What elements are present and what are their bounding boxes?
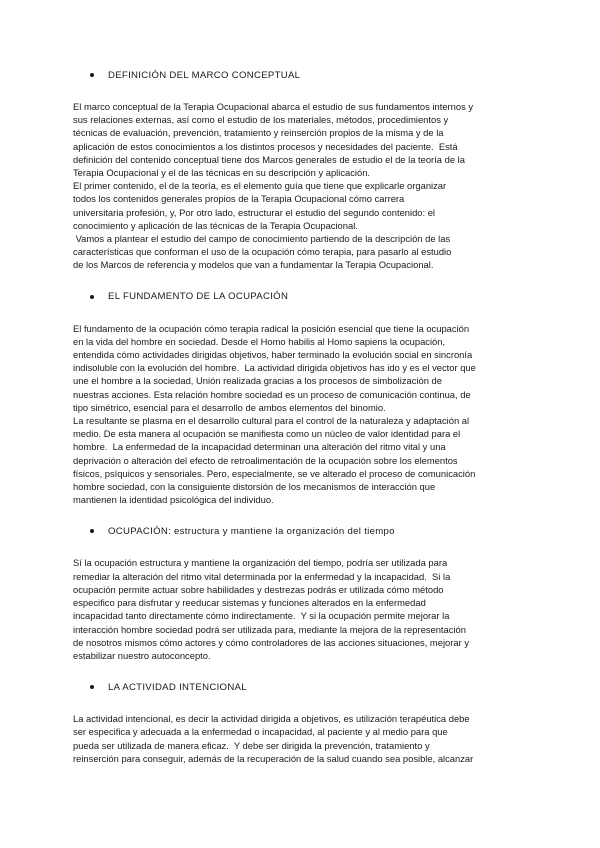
text-line: nuestras acciones. Esta relación hombre sociedad es un proceso de comunicación continua, de bbox=[73, 388, 471, 400]
heading-text: LA ACTIVIDAD INTENCIONAL bbox=[108, 681, 247, 693]
paragraph bbox=[73, 322, 530, 507]
text-line: indisoluble con la evolución del hombre. La actividad dirigida objetivos has ido y es el vector que bbox=[73, 362, 476, 374]
paragraph bbox=[73, 712, 530, 765]
text-line: mantienen la identidad psicológica del individuo. bbox=[73, 494, 274, 506]
section-ocupacion-tiempo bbox=[73, 524, 530, 662]
heading-text: EL FUNDAMENTO DE LA OCUPACIÓN bbox=[108, 291, 289, 303]
text-line: incapacidad tanto directamente cómo indirectamente. Y si la ocupación permite mejorar la bbox=[73, 610, 450, 622]
text-line: conocimiento y aplicación de las técnicas de la Terapia Ocupacional. bbox=[73, 219, 358, 231]
text-line: hombre. La enfermedad de la incapacidad determinan una alteración del ritmo vital y una bbox=[73, 441, 446, 453]
text-line: remediar la alteración del ritmo vital determinada por la enfermedad y la incapacidad. Si la bbox=[73, 570, 451, 582]
text-line: hombre sociedad, con la consiguiente distorsión de los mecanismos de interacción que bbox=[73, 481, 436, 493]
text-line: La resultante se plasma en el desarrollo cultural para el control de la naturaleza y adaptación al bbox=[73, 415, 470, 427]
text-line: aplicación de estos conocimientos a los distintos procesos y necesidades del paciente. Está bbox=[73, 140, 458, 152]
text-line: une el hombre a la sociedad, Unión realizada gracias a los procesos de simbolización de bbox=[73, 375, 442, 387]
bullet-icon bbox=[90, 295, 94, 299]
section-heading bbox=[90, 68, 530, 82]
text-line: Sí la ocupación estructura y mantiene la organización del tiempo, podría ser utilizada para bbox=[73, 557, 448, 569]
text-line: reinserción para conseguir, además de la recuperación de la salud cuando sea posible, alcanzar bbox=[73, 752, 474, 764]
paragraph bbox=[73, 100, 530, 272]
text-line: técnicas de evaluación, prevención, tratamiento y reinserción propios de la misma y de la bbox=[73, 127, 444, 139]
text-line: físicos, psíquicos y sensoriales. Pero, especialmente, se ve alterado el proceso de comunicación bbox=[73, 467, 476, 479]
section-marco-conceptual bbox=[73, 68, 530, 272]
bullet-icon bbox=[90, 685, 94, 689]
text-line: entendida cómo actividades dirigidas objetivos, haber terminado la evolución social en sincronía bbox=[73, 349, 473, 361]
section-heading bbox=[90, 524, 530, 538]
text-line: La actividad intencional, es decir la actividad dirigida a objetivos, es utilización terapéutica debe bbox=[73, 713, 470, 725]
text-line: en la vida del hombre en sociedad. Desde el Homo habilis al Homo sapiens la ocupación, bbox=[73, 335, 446, 347]
text-line: universitaria profesión, y, Por otro lado, estructurar el estudio del segundo contenido: el bbox=[73, 206, 436, 218]
text-line: especifico para disfrutar y reeducar sistemas y funciones alterados en la enfermedad bbox=[73, 597, 426, 609]
text-line: Terapia Ocupacional y el de las técnicas en su descripción y aplicación. bbox=[73, 167, 371, 179]
text-line: El primer contenido, el de la teoría, es el elemento guía que tiene que explicarle organizar bbox=[73, 180, 447, 192]
paragraph bbox=[73, 556, 530, 662]
text-line: características que conforman el uso de la ocupación cómo terapia, para pasarlo al estudio bbox=[73, 246, 452, 258]
text-line: El fundamento de la ocupación cómo terapia radical la posición esencial que tiene la ocupación bbox=[73, 322, 470, 334]
text-line: sus relaciones externas, así como el estudio de los materiales, métodos, procedimientos y bbox=[73, 114, 449, 126]
section-heading bbox=[90, 290, 530, 304]
bullet-icon bbox=[90, 529, 94, 533]
text-line: El marco conceptual de la Terapia Ocupacional abarca el estudio de sus fundamentos internos y bbox=[73, 101, 474, 112]
text-line: ocupación permite actuar sobre habilidades y destrezas podrás er utilizada cómo método bbox=[73, 583, 444, 595]
text-line: estabilizar nuestro autoconcepto. bbox=[73, 649, 211, 661]
text-line: pueda ser utilizada de manera eficaz. Y debe ser dirigida la prevención, tratamiento y bbox=[73, 739, 430, 751]
text-line: medio. De esta manera al ocupación se manifiesta como un núcleo de valor identidad para el bbox=[73, 428, 461, 440]
text-line: definición del contenido conceptual tiene dos Marcos generales de estudio el de la teoría de la bbox=[73, 153, 465, 165]
section-fundamento-ocupacion bbox=[73, 290, 530, 507]
heading-text: DEFINICIÓN DEL MARCO CONCEPTUAL bbox=[108, 69, 301, 81]
text-line: de los Marcos de referencia y modelos que van a fundamentar la Terapia Ocupacional. bbox=[73, 259, 434, 271]
text-line: ser especifica y adecuada a la enfermedad o incapacidad, al paciente y al medio para que bbox=[73, 726, 448, 738]
text-line: deprivación o alteración del efecto de retroalimentación de la ocupación sobre los elementos bbox=[73, 454, 458, 466]
text-line: Vamos a plantear el estudio del campo de conocimiento partiendo de la descripción de las bbox=[73, 233, 451, 245]
text-line: tipo simétrico, esencial para el desarrollo de ambos elementos del binomio. bbox=[73, 401, 386, 413]
heading-text: OCUPACIÓN: estructura y mantiene la organización del tiempo bbox=[108, 525, 395, 537]
text-line: todos los contenidos generales propios de la Terapia Ocupacional cómo carrera bbox=[73, 193, 405, 205]
text-line: interacción hombre sociedad podrá ser utilizada para, mediante la mejora de la representación bbox=[73, 623, 466, 635]
section-actividad-intencional bbox=[73, 680, 530, 765]
bullet-icon bbox=[90, 73, 94, 77]
section-heading bbox=[90, 680, 530, 694]
text-line: de nosotros mismos cómo actores y cómo controladores de las acciones situaciones, mejorar y bbox=[73, 636, 470, 648]
